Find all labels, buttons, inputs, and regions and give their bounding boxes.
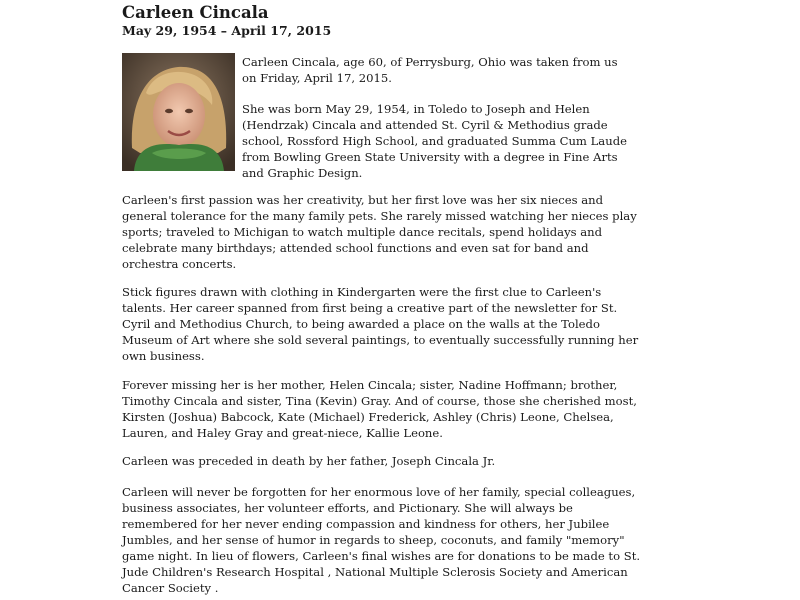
- obituary-paragraph: Carleen was preceded in death by her father, Joseph Cincala Jr.: [122, 454, 496, 468]
- obituary-header: [122, 3, 331, 39]
- portrait-photo: [122, 53, 235, 171]
- obituary-paragraph: Stick figures drawn with clothing in Kindergarten were the first clue to Carleen's talents. Her career spanned from first being a creative part of the newsletter for St. Cyril and Methodius Church, to being awarded a place on the walls at the Toledo Museum of Art where she sold several paintings, to eventually successfully running her own business.: [122, 285, 639, 363]
- obituary-paragraph: Forever missing her is her mother, Helen Cincala; sister, Nadine Hoffmann; brother, Timothy Cincala and sister, Tina (Kevin) Gray. And of course, those she cherished most, Kirsten (Joshua) Babcock, Kate (Michael) Frederick, Ashley (Chris) Leone, Chelsea, Lauren, and Haley Gray and great-niece, Kallie Leone.: [122, 378, 637, 440]
- obituary-paragraph: Carleen Cincala, age 60, of Perrysburg, Ohio was taken from us on Friday, April 17, 2015.: [242, 55, 618, 85]
- obituary-paragraph: Carleen will never be forgotten for her enormous love of her family, special colleagues, business associates, her volunteer efforts, and Pictionary. She will always be remembered for her never ending compassion and kindness for others, her Jubilee Jumbles, and her sense of humor in regards to sheep, coconuts, and family "memory" game night. In lieu of flowers, Carleen's final wishes are for donations to be made to St. Jude Children's Research Hospital , National Multiple Sclerosis Society and American Cancer Society .: [122, 485, 641, 595]
- life-dates: May 29, 1954 – April 17, 2015: [122, 23, 332, 38]
- obituary-paragraph: Carleen's first passion was her creativity, but her first love was her six nieces and general tolerance for the many family pets. She rarely missed watching her nieces play sports; traveled to Michigan to watch multiple dance recitals, spend holidays and celebrate many birthdays; attended school functions and even sat for band and orchestra concerts.: [122, 193, 637, 271]
- deceased-name: Carleen Cincala: [122, 3, 269, 22]
- obituary-paragraph: She was born May 29, 1954, in Toledo to Joseph and Helen (Hendrzak) Cincala and attended St. Cyril & Methodius grade school, Rossford High School, and graduated Summa Cum Laude from Bowling Green State University with a degree in Fine Arts and Graphic Design.: [242, 102, 627, 180]
